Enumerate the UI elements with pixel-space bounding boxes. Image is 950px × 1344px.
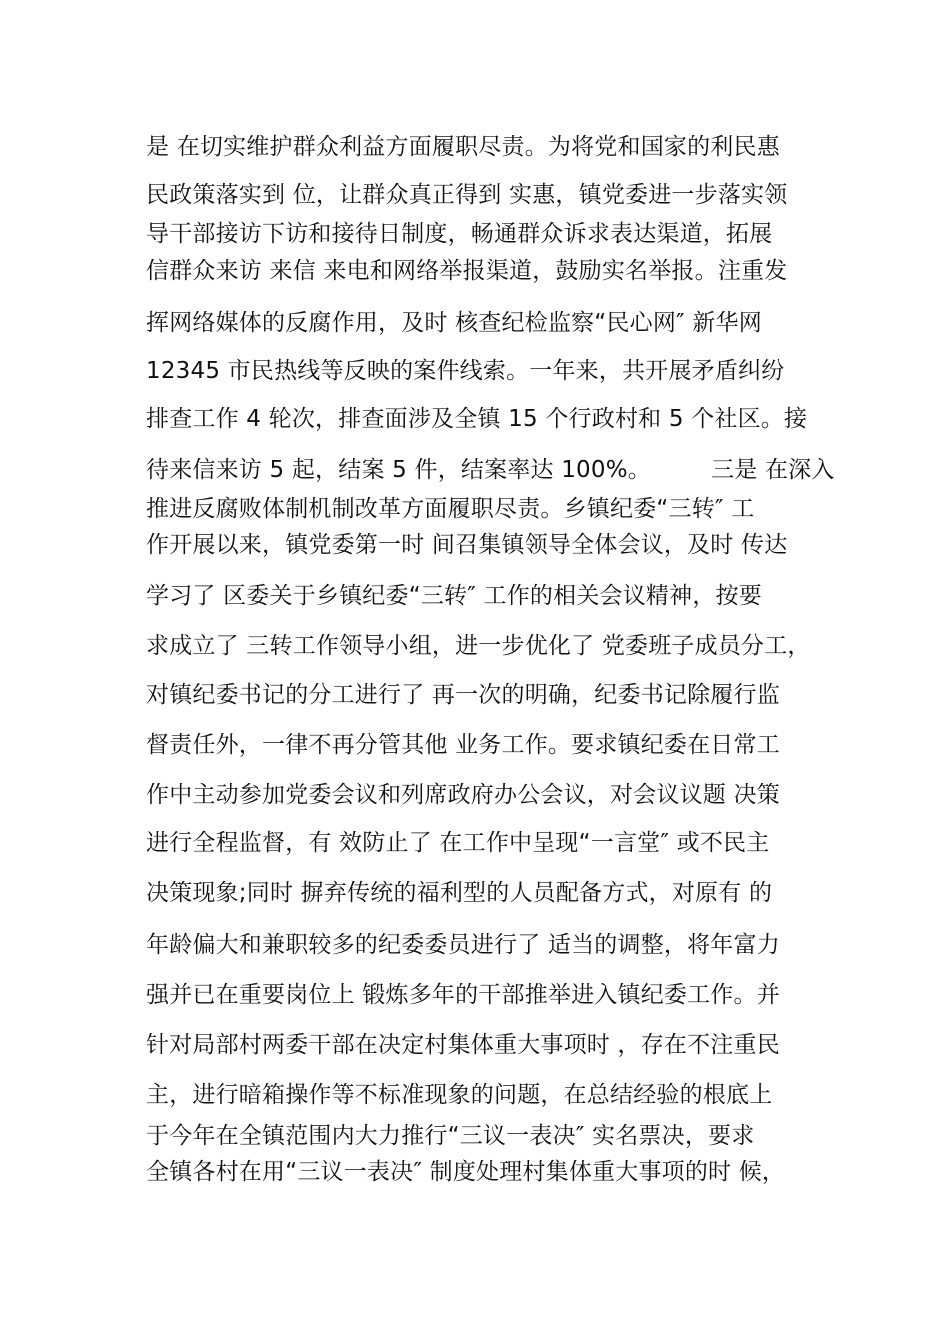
text-line: 进行全程监督，有 效防止了 在工作中呈现“一言堂″ 或不民主	[146, 830, 770, 856]
text-line: 作中主动参加党委会议和列席政府办公会议，对会议议题 决策	[146, 782, 780, 808]
text-line: 信群众来访 来信 来电和网络举报渠道，鼓励实名举报。注重发	[146, 258, 788, 284]
text-line: 求成立了 三转工作领导小组，进一步优化了 党委班子成员分工，	[146, 633, 811, 659]
text-line: 是 在切实维护群众利益方面履职尽责。为将党和国家的利民惠	[146, 134, 780, 160]
text-line: 12345 市民热线等反映的案件线索。一年来，共开展矛盾纠纷	[146, 358, 785, 384]
text-line: 挥网络媒体的反腐作用，及时 核查纪检监察“民心网″ 新华网	[146, 310, 762, 336]
text-line: 导干部接访下访和接待日制度，畅通群众诉求表达渠道，拓展	[146, 221, 773, 247]
text-line: 于今年在全镇范围内大力推行“三议一表决″ 实名票决，要求	[146, 1123, 755, 1149]
text-line: 强并已在重要岗位上 锻炼多年的干部推举进入镇纪委工作。并	[146, 982, 780, 1008]
text-line: 全镇各村在用“三议一表决″ 制度处理村集体重大事项的时 候，	[146, 1159, 786, 1185]
text-line: 待来信来访 5 起，结案 5 件，结案率达 100%。 三是 在深入	[146, 457, 835, 483]
text-line: 作开展以来，镇党委第一时 间召集镇领导全体会议，及时 传达	[146, 532, 788, 558]
text-line: 民政策落实到 位，让群众真正得到 实惠，镇党委进一步落实领	[146, 182, 788, 208]
text-line: 主，进行暗箱操作等不标准现象的问题，在总结经验的根底上	[146, 1082, 773, 1108]
text-line: 推进反腐败体制机制改革方面履职尽责。乡镇纪委“三转″ 工	[146, 496, 755, 522]
text-line: 督责任外，一律不再分管其他 业务工作。要求镇纪委在日常工	[146, 732, 780, 758]
text-line: 针对局部村两委干部在决定村集体重大事项时 ，存在不注重民	[146, 1032, 780, 1058]
text-line: 年龄偏大和兼职较多的纪委委员进行了 适当的调整，将年富力	[146, 932, 780, 958]
text-line: 排查工作 4 轮次，排查面涉及全镇 15 个行政村和 5 个社区。接	[146, 406, 808, 432]
text-line: 决策现象;同时 摒弃传统的福利型的人员配备方式，对原有 的	[146, 880, 773, 906]
text-line: 对镇纪委书记的分工进行了 再一次的明确，纪委书记除履行监	[146, 682, 780, 708]
text-line: 学习了 区委关于乡镇纪委“三转″ 工作的相关会议精神，按要	[146, 583, 762, 609]
